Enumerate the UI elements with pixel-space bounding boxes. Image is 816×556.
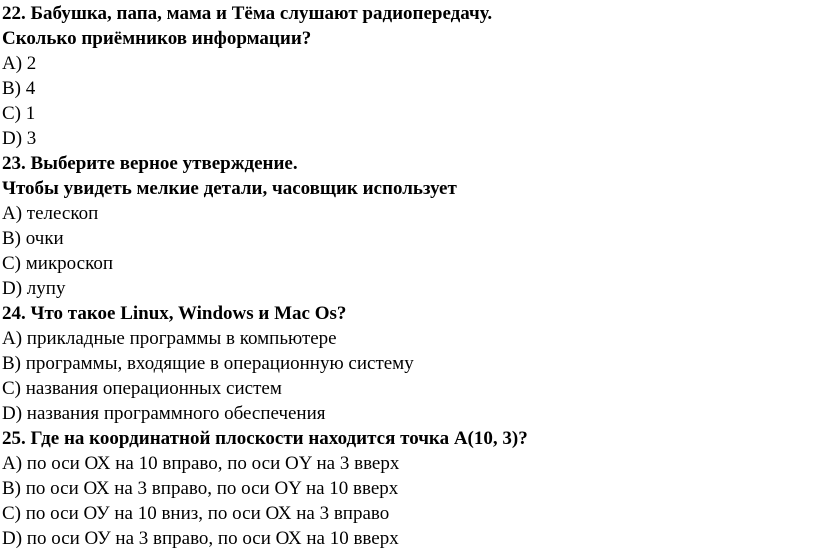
question-22-option-a: А) 2 [2,53,37,74]
question-25-text-line-1: 25. Где на координатной плоскости находится точка А(10, 3)? [2,428,528,449]
question-23-option-a: А) телескоп [2,203,99,224]
question-24-option-c: С) названия операционных систем [2,378,282,399]
question-23-text-line-2: Чтобы увидеть мелкие детали, часовщик использует [2,178,457,199]
question-23-text-line-1: 23. Выберите верное утверждение. [2,153,298,174]
question-24-option-d: D) названия программного обеспечения [2,403,326,424]
question-25-option-b: В) по оси ОХ на 3 вправо, по оси ОY на 10 вверх [2,478,399,499]
question-24-option-b: В) программы, входящие в операционную систему [2,353,414,374]
question-25-option-c: С) по оси ОУ на 10 вниз, по оси ОХ на 3 вправо [2,503,390,524]
question-22-option-d: D) 3 [2,128,37,149]
question-22-text-line-1: 22. Бабушка, папа, мама и Тёма слушают радиопередачу. [2,3,493,24]
question-25-option-a: А) по оси ОХ на 10 вправо, по оси ОY на 3 вверх [2,453,400,474]
question-22-option-c: С) 1 [2,103,36,124]
question-23-option-b: В) очки [2,228,64,249]
question-23-option-c: С) микроскоп [2,253,114,274]
question-23-option-d: D) лупу [2,278,66,299]
question-22-option-b: В) 4 [2,78,36,99]
question-22-text-line-2: Сколько приёмников информации? [2,28,312,49]
question-25-option-d: D) по оси ОУ на 3 вправо, по оси ОХ на 10 вверх [2,528,399,549]
question-24-text-line-1: 24. Что такое Linux, Windows и Mac Os? [2,303,347,324]
question-24-option-a: А) прикладные программы в компьютере [2,328,337,349]
